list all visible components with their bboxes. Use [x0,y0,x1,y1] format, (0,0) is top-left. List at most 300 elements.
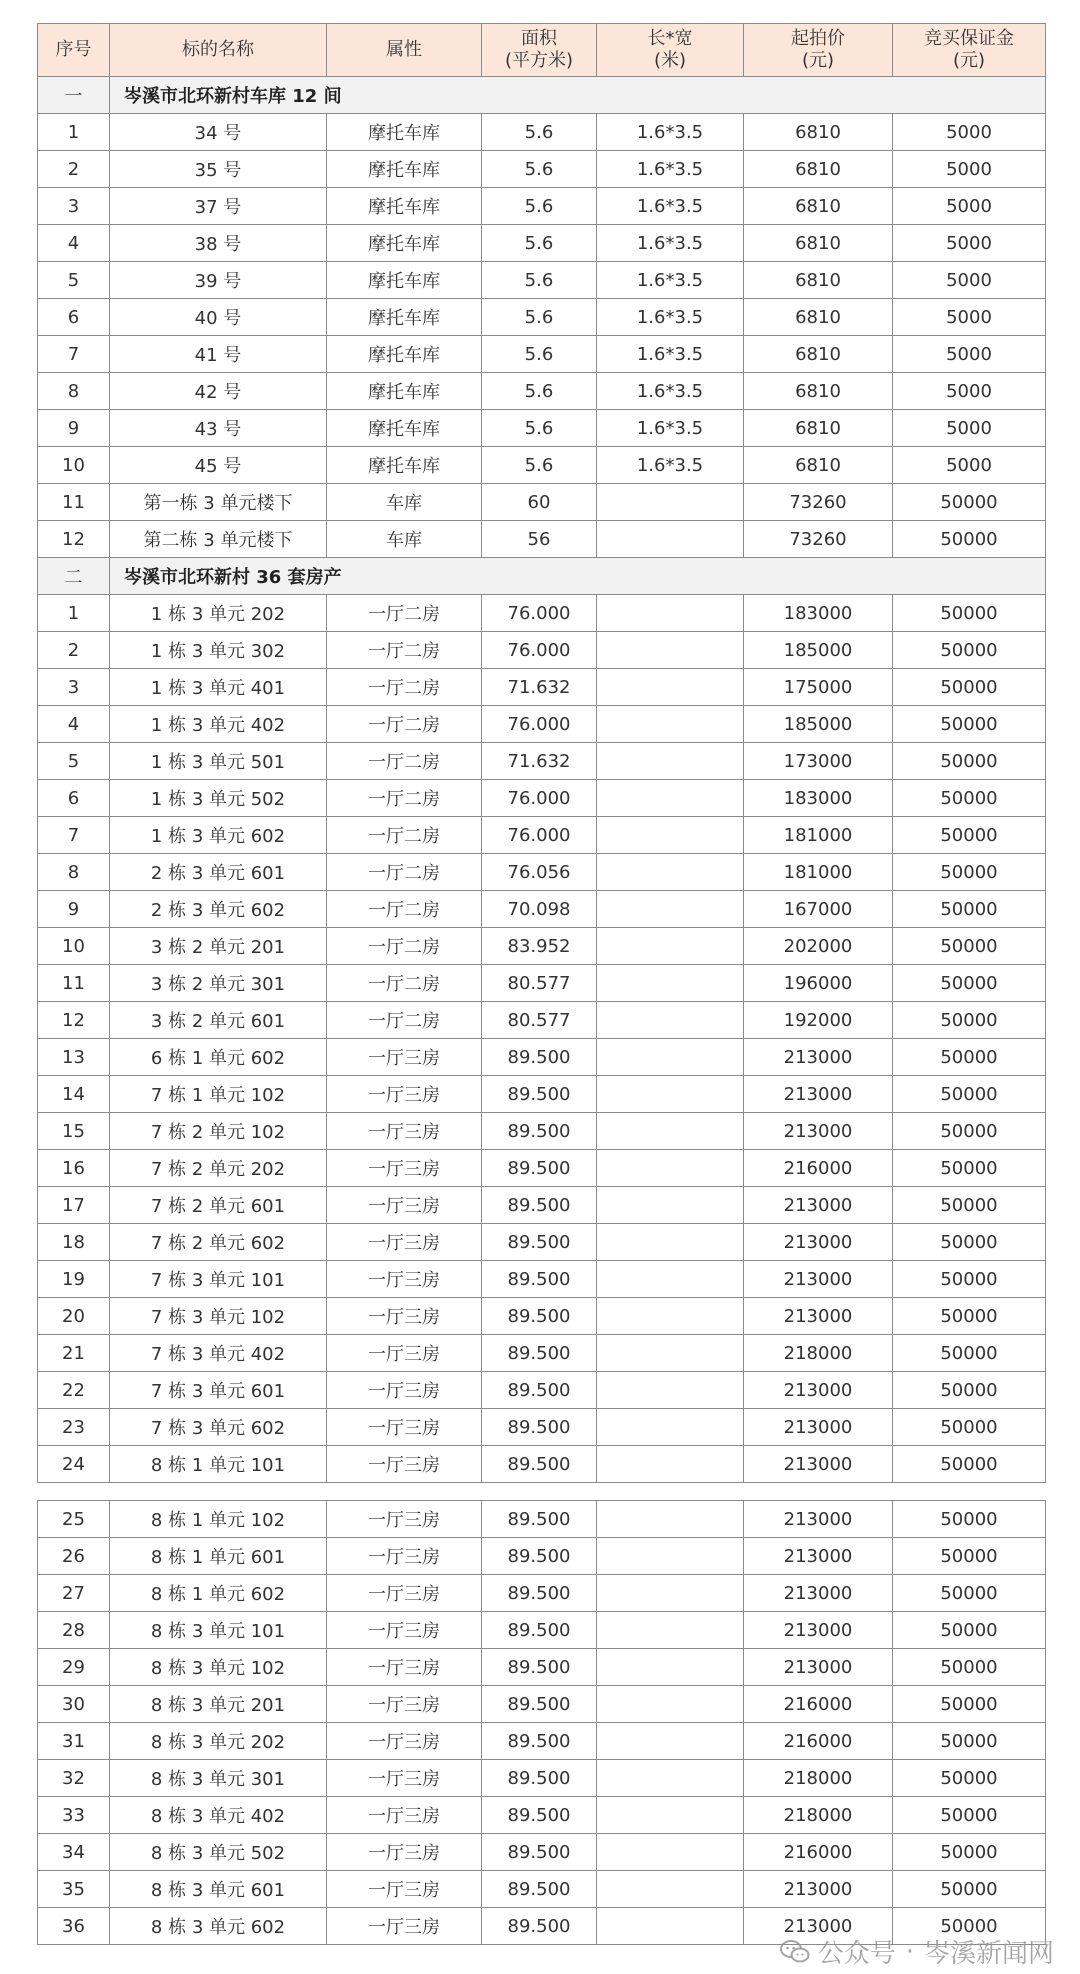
cell-start-price: 216000 [744,1150,893,1187]
cell-attr: 一厅三房 [327,1409,482,1446]
cell-area: 89.500 [482,1335,597,1372]
cell-area: 89.500 [482,1039,597,1076]
cell-deposit: 50000 [893,1908,1046,1945]
cell-area: 5.6 [482,262,597,299]
cell-deposit: 50000 [893,484,1046,521]
section-header-row [38,558,1046,595]
table-row [38,1335,1046,1372]
cell-start-price: 218000 [744,1760,893,1797]
cell-deposit: 50000 [893,1335,1046,1372]
cell-area: 5.6 [482,188,597,225]
cell-name: 8 栋 3 单元 601 [110,1871,327,1908]
table-row [38,1187,1046,1224]
cell-size: 1.6*3.5 [597,188,744,225]
cell-deposit: 50000 [893,743,1046,780]
cell-name: 2 栋 3 单元 602 [110,891,327,928]
cell-area: 71.632 [482,743,597,780]
table-row [38,780,1046,817]
cell-seq: 33 [38,1797,110,1834]
table-row [38,373,1046,410]
table-row [38,891,1046,928]
cell-deposit: 5000 [893,114,1046,151]
cell-seq: 9 [38,410,110,447]
cell-deposit: 50000 [893,1760,1046,1797]
cell-start-price: 73260 [744,521,893,558]
cell-seq: 7 [38,817,110,854]
cell-seq: 32 [38,1760,110,1797]
cell-start-price: 6810 [744,262,893,299]
table-row [38,1612,1046,1649]
cell-start-price: 173000 [744,743,893,780]
cell-size: 1.6*3.5 [597,262,744,299]
watermark-label: 公众号 [817,1939,896,1969]
cell-name: 3 栋 2 单元 601 [110,1002,327,1039]
cell-size [597,1076,744,1113]
cell-start-price: 213000 [744,1372,893,1409]
cell-name: 7 栋 3 单元 602 [110,1409,327,1446]
cell-area: 83.952 [482,928,597,965]
table-row [38,965,1046,1002]
cell-deposit: 50000 [893,1612,1046,1649]
cell-name: 8 栋 3 单元 201 [110,1686,327,1723]
cell-attr: 一厅三房 [327,1797,482,1834]
cell-name: 1 栋 3 单元 401 [110,669,327,706]
table-row [38,1002,1046,1039]
cell-start-price: 213000 [744,1261,893,1298]
cell-size [597,1039,744,1076]
cell-name: 38 号 [110,225,327,262]
header-area-line2: (平方米) [504,50,574,71]
cell-attr: 一厅三房 [327,1834,482,1871]
cell-name: 3 栋 2 单元 301 [110,965,327,1002]
cell-seq: 28 [38,1612,110,1649]
cell-start-price: 175000 [744,669,893,706]
cell-deposit: 50000 [893,1538,1046,1575]
header-seq: 序号 [38,24,110,77]
table-row [38,595,1046,632]
cell-area: 89.500 [482,1446,597,1483]
cell-size [597,780,744,817]
cell-attr: 一厅三房 [327,1187,482,1224]
cell-attr: 一厅三房 [327,1335,482,1372]
cell-size [597,1298,744,1335]
cell-start-price: 213000 [744,1446,893,1483]
cell-seq: 26 [38,1538,110,1575]
cell-attr: 车库 [327,484,482,521]
cell-attr: 摩托车库 [327,336,482,373]
cell-deposit: 50000 [893,1723,1046,1760]
cell-seq: 20 [38,1298,110,1335]
cell-deposit: 5000 [893,373,1046,410]
cell-start-price: 216000 [744,1723,893,1760]
table-row [38,1797,1046,1834]
cell-name: 8 栋 3 单元 402 [110,1797,327,1834]
cell-deposit: 50000 [893,1039,1046,1076]
cell-name: 7 栋 3 单元 402 [110,1335,327,1372]
table-row [38,1686,1046,1723]
table-row [38,1575,1046,1612]
cell-deposit: 50000 [893,1871,1046,1908]
wechat-icon [780,1939,810,1965]
cell-seq: 10 [38,447,110,484]
cell-attr: 摩托车库 [327,447,482,484]
cell-name: 37 号 [110,188,327,225]
cell-size [597,484,744,521]
cell-size [597,1649,744,1686]
cell-deposit: 50000 [893,891,1046,928]
cell-area: 89.500 [482,1261,597,1298]
cell-name: 1 栋 3 单元 602 [110,817,327,854]
table-row [38,1649,1046,1686]
cell-name: 7 栋 2 单元 202 [110,1150,327,1187]
cell-size [597,1501,744,1538]
cell-name: 8 栋 3 单元 502 [110,1834,327,1871]
header-start-line2: (元) [801,50,835,71]
table-row [38,1372,1046,1409]
table-row [38,743,1046,780]
cell-attr: 摩托车库 [327,262,482,299]
cell-name: 43 号 [110,410,327,447]
cell-deposit: 5000 [893,262,1046,299]
cell-name: 35 号 [110,151,327,188]
table-row [38,410,1046,447]
cell-deposit: 5000 [893,299,1046,336]
cell-attr: 一厅二房 [327,891,482,928]
cell-area: 89.500 [482,1686,597,1723]
header-deposit [893,24,1046,77]
cell-name: 7 栋 2 单元 602 [110,1224,327,1261]
cell-area: 5.6 [482,410,597,447]
cell-area: 89.500 [482,1723,597,1760]
cell-area: 60 [482,484,597,521]
cell-area: 89.500 [482,1649,597,1686]
cell-attr: 一厅二房 [327,595,482,632]
cell-start-price: 196000 [744,965,893,1002]
table-row [38,1150,1046,1187]
table-row [38,151,1046,188]
table-row [38,299,1046,336]
cell-deposit: 50000 [893,854,1046,891]
cell-size [597,1372,744,1409]
cell-name: 3 栋 2 单元 201 [110,928,327,965]
table-row [38,669,1046,706]
cell-attr: 一厅三房 [327,1150,482,1187]
cell-attr: 一厅二房 [327,743,482,780]
table-row [38,1760,1046,1797]
cell-seq: 7 [38,336,110,373]
cell-area: 89.500 [482,1298,597,1335]
cell-size [597,891,744,928]
cell-start-price: 213000 [744,1224,893,1261]
cell-deposit: 50000 [893,521,1046,558]
cell-deposit: 50000 [893,1076,1046,1113]
cell-deposit: 50000 [893,780,1046,817]
cell-size [597,595,744,632]
cell-deposit: 50000 [893,965,1046,1002]
table-header-row [38,24,1046,77]
cell-size [597,854,744,891]
table-row [38,1871,1046,1908]
cell-area: 76.056 [482,854,597,891]
cell-start-price: 213000 [744,1612,893,1649]
cell-area: 5.6 [482,151,597,188]
cell-name: 第一栋 3 单元楼下 [110,484,327,521]
cell-seq: 17 [38,1187,110,1224]
cell-name: 1 栋 3 单元 202 [110,595,327,632]
table-row [38,817,1046,854]
cell-start-price: 213000 [744,1501,893,1538]
cell-attr: 摩托车库 [327,114,482,151]
cell-area: 71.632 [482,669,597,706]
table-row [38,1446,1046,1483]
cell-start-price: 213000 [744,1039,893,1076]
cell-attr: 一厅三房 [327,1113,482,1150]
cell-start-price: 185000 [744,632,893,669]
cell-attr: 一厅三房 [327,1612,482,1649]
cell-name: 1 栋 3 单元 402 [110,706,327,743]
cell-size [597,1908,744,1945]
cell-deposit: 50000 [893,1002,1046,1039]
cell-attr: 一厅三房 [327,1298,482,1335]
cell-seq: 6 [38,780,110,817]
table-row [38,1076,1046,1113]
header-deposit-line1: 竞买保证金 [924,28,1014,49]
cell-attr: 一厅二房 [327,854,482,891]
cell-attr: 摩托车库 [327,188,482,225]
cell-seq: 1 [38,114,110,151]
cell-seq: 30 [38,1686,110,1723]
cell-attr: 一厅三房 [327,1760,482,1797]
cell-area: 89.500 [482,1760,597,1797]
cell-start-price: 73260 [744,484,893,521]
cell-size [597,521,744,558]
table-row [38,1501,1046,1538]
cell-deposit: 50000 [893,1834,1046,1871]
cell-attr: 一厅三房 [327,1446,482,1483]
cell-area: 56 [482,521,597,558]
table-row [38,262,1046,299]
section-number: 二 [38,558,110,595]
cell-name: 7 栋 2 单元 601 [110,1187,327,1224]
header-name: 标的名称 [110,24,327,77]
cell-attr: 一厅二房 [327,780,482,817]
cell-name: 8 栋 1 单元 102 [110,1501,327,1538]
header-start-price [744,24,893,77]
cell-size [597,1760,744,1797]
table-row [38,1039,1046,1076]
cell-area: 5.6 [482,114,597,151]
cell-size: 1.6*3.5 [597,336,744,373]
cell-deposit: 50000 [893,632,1046,669]
cell-deposit: 5000 [893,410,1046,447]
cell-name: 7 栋 3 单元 101 [110,1261,327,1298]
cell-attr: 摩托车库 [327,373,482,410]
cell-size [597,1335,744,1372]
cell-name: 1 栋 3 单元 502 [110,780,327,817]
cell-start-price: 213000 [744,1113,893,1150]
watermark [780,1933,1054,1970]
cell-name: 1 栋 3 单元 501 [110,743,327,780]
cell-seq: 19 [38,1261,110,1298]
cell-area: 89.500 [482,1908,597,1945]
table-row [38,447,1046,484]
cell-name: 42 号 [110,373,327,410]
table-row [38,521,1046,558]
cell-attr: 一厅三房 [327,1908,482,1945]
cell-seq: 23 [38,1409,110,1446]
cell-deposit: 5000 [893,188,1046,225]
cell-attr: 一厅二房 [327,1002,482,1039]
cell-name: 45 号 [110,447,327,484]
cell-seq: 2 [38,632,110,669]
cell-name: 8 栋 3 单元 602 [110,1908,327,1945]
cell-area: 89.500 [482,1187,597,1224]
cell-area: 89.500 [482,1113,597,1150]
cell-name: 6 栋 1 单元 602 [110,1039,327,1076]
header-deposit-line2: (元) [952,50,986,71]
cell-attr: 车库 [327,521,482,558]
cell-size [597,1150,744,1187]
cell-start-price: 167000 [744,891,893,928]
cell-area: 70.098 [482,891,597,928]
table-row [38,854,1046,891]
table-row [38,928,1046,965]
cell-area: 89.500 [482,1575,597,1612]
cell-name: 7 栋 1 单元 102 [110,1076,327,1113]
cell-area: 89.500 [482,1797,597,1834]
cell-seq: 4 [38,706,110,743]
auction-table-continued [37,1500,1046,1945]
cell-deposit: 5000 [893,151,1046,188]
cell-size [597,1261,744,1298]
cell-area: 89.500 [482,1372,597,1409]
cell-attr: 一厅二房 [327,965,482,1002]
cell-area: 76.000 [482,706,597,743]
cell-name: 41 号 [110,336,327,373]
cell-name: 8 栋 1 单元 601 [110,1538,327,1575]
cell-size [597,743,744,780]
cell-start-price: 202000 [744,928,893,965]
cell-seq: 16 [38,1150,110,1187]
header-start-line1: 起拍价 [791,28,845,49]
cell-size [597,1723,744,1760]
cell-seq: 8 [38,373,110,410]
cell-start-price: 216000 [744,1686,893,1723]
cell-start-price: 218000 [744,1335,893,1372]
cell-size [597,1409,744,1446]
cell-seq: 1 [38,595,110,632]
cell-seq: 12 [38,1002,110,1039]
cell-name: 7 栋 2 单元 102 [110,1113,327,1150]
cell-attr: 一厅三房 [327,1501,482,1538]
cell-start-price: 6810 [744,410,893,447]
cell-area: 89.500 [482,1871,597,1908]
cell-size [597,928,744,965]
table-row [38,1298,1046,1335]
cell-seq: 11 [38,965,110,1002]
cell-attr: 一厅二房 [327,817,482,854]
cell-size: 1.6*3.5 [597,299,744,336]
cell-attr: 一厅三房 [327,1261,482,1298]
cell-deposit: 50000 [893,1298,1046,1335]
cell-size [597,965,744,1002]
table-row [38,336,1046,373]
cell-area: 5.6 [482,225,597,262]
watermark-account: 岑溪新闻网 [923,1939,1054,1969]
cell-start-price: 213000 [744,1871,893,1908]
cell-size [597,1113,744,1150]
cell-start-price: 6810 [744,151,893,188]
cell-size [597,1612,744,1649]
cell-seq: 15 [38,1113,110,1150]
cell-seq: 36 [38,1908,110,1945]
cell-start-price: 6810 [744,188,893,225]
cell-start-price: 6810 [744,336,893,373]
cell-seq: 35 [38,1871,110,1908]
cell-deposit: 5000 [893,447,1046,484]
cell-area: 76.000 [482,632,597,669]
cell-start-price: 213000 [744,1538,893,1575]
cell-start-price: 6810 [744,299,893,336]
cell-size [597,1575,744,1612]
cell-size: 1.6*3.5 [597,447,744,484]
table-row [38,632,1046,669]
cell-size [597,1797,744,1834]
cell-seq: 24 [38,1446,110,1483]
cell-seq: 29 [38,1649,110,1686]
cell-size [597,1686,744,1723]
table-row [38,1261,1046,1298]
cell-attr: 一厅三房 [327,1372,482,1409]
section-title: 岑溪市北环新村 36 套房产 [110,558,1046,595]
cell-seq: 34 [38,1834,110,1871]
cell-attr: 摩托车库 [327,299,482,336]
cell-size [597,817,744,854]
table-row [38,706,1046,743]
cell-area: 76.000 [482,595,597,632]
cell-deposit: 50000 [893,669,1046,706]
cell-attr: 摩托车库 [327,225,482,262]
cell-seq: 31 [38,1723,110,1760]
cell-start-price: 6810 [744,373,893,410]
cell-start-price: 183000 [744,780,893,817]
cell-deposit: 50000 [893,1797,1046,1834]
cell-name: 2 栋 3 单元 601 [110,854,327,891]
cell-attr: 一厅二房 [327,706,482,743]
cell-seq: 3 [38,188,110,225]
cell-seq: 27 [38,1575,110,1612]
cell-name: 8 栋 3 单元 102 [110,1649,327,1686]
section-header-row [38,77,1046,114]
cell-deposit: 50000 [893,1409,1046,1446]
cell-size: 1.6*3.5 [597,410,744,447]
cell-attr: 一厅三房 [327,1686,482,1723]
cell-size [597,1446,744,1483]
table-row [38,1723,1046,1760]
cell-start-price: 192000 [744,1002,893,1039]
cell-deposit: 50000 [893,1575,1046,1612]
cell-attr: 一厅三房 [327,1076,482,1113]
cell-start-price: 218000 [744,1797,893,1834]
cell-name: 40 号 [110,299,327,336]
cell-area: 76.000 [482,817,597,854]
cell-area: 5.6 [482,373,597,410]
cell-name: 7 栋 3 单元 102 [110,1298,327,1335]
table-row [38,1834,1046,1871]
cell-area: 5.6 [482,336,597,373]
table-row [38,1113,1046,1150]
table-row [38,114,1046,151]
